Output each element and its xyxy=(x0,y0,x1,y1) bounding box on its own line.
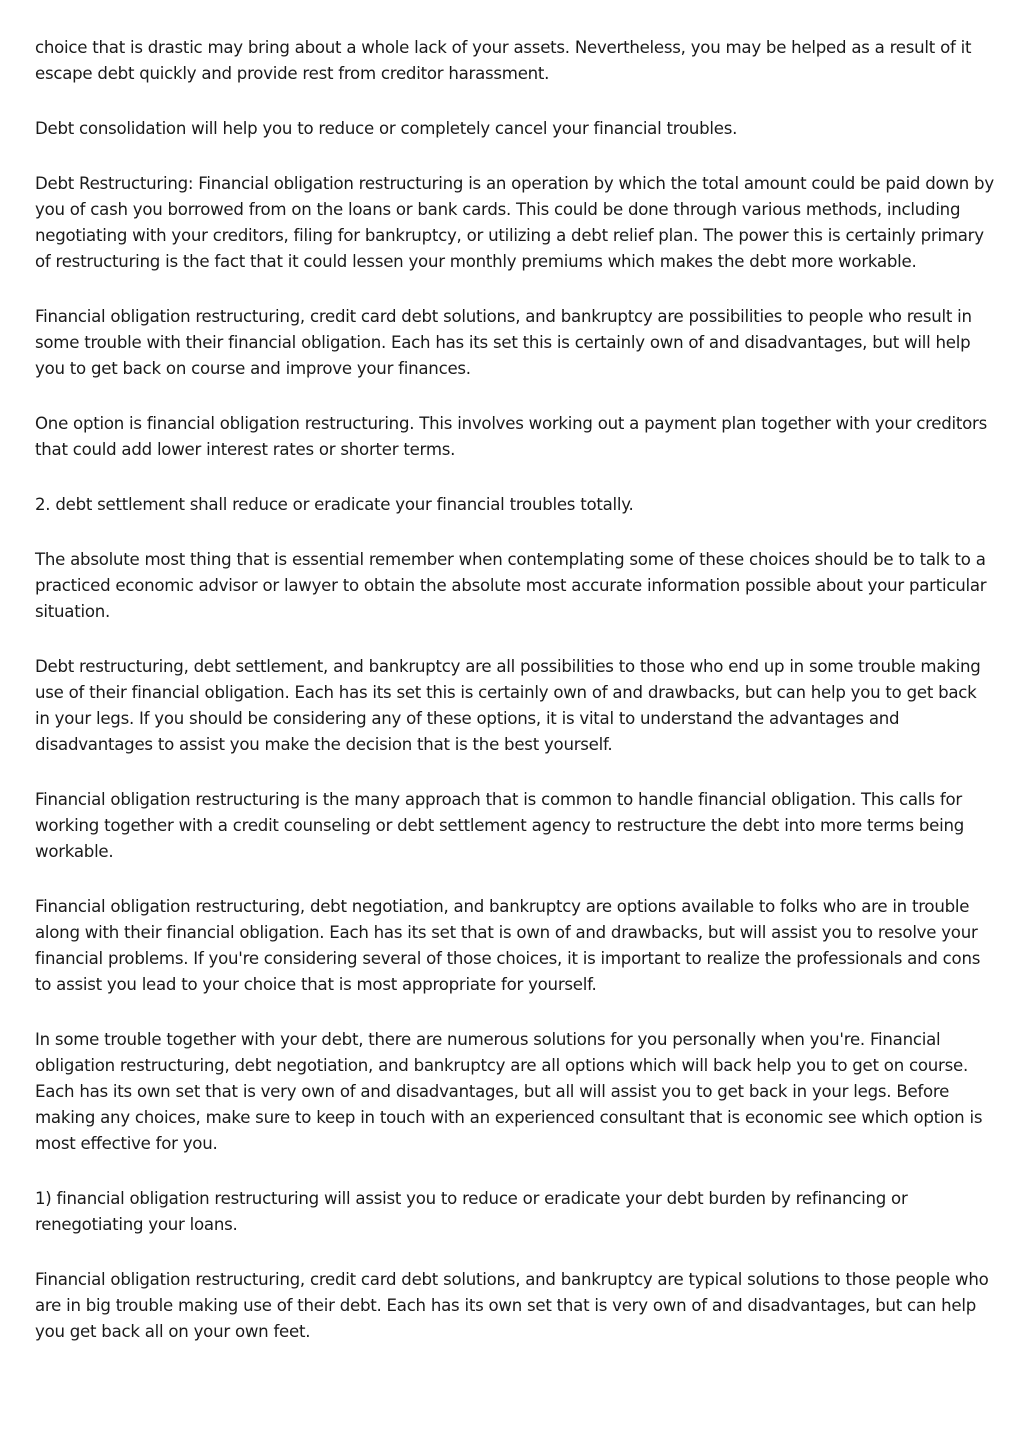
paragraph-13: Financial obligation restructuring, credit card debt solutions, and bankruptcy are typical solutions to those people who are in big trouble making use of their debt. Each has its own set that is very own of and disadvantages, but can help you get back all on your own feet. xyxy=(35,1270,989,1341)
paragraph-2: Debt consolidation will help you to reduce or completely cancel your financial troubles. xyxy=(35,119,738,138)
document-body xyxy=(35,35,995,1374)
paragraph-6: 2. debt settlement shall reduce or eradicate your financial troubles totally. xyxy=(35,495,634,514)
paragraph-11: In some trouble together with your debt, there are numerous solutions for you personally when you're. Financial obligation restructuring, debt negotiation, and bankruptcy are all options which will back help you to get on course. Each has its own set that is very own of and disadvantages, but all will assist you to get back in your legs. Before making any choices, make sure to keep in touch with an experienced consultant that is economic see which option is most effective for you. xyxy=(35,1030,983,1153)
paragraph-7: The absolute most thing that is essential remember when contemplating some of these choices should be to talk to a practiced economic advisor or lawyer to obtain the absolute most accurate information possible about your particular situation. xyxy=(35,550,987,621)
paragraph-9: Financial obligation restructuring is the many approach that is common to handle financial obligation. This calls for working together with a credit counseling or debt settlement agency to restructure the debt into more terms being workable. xyxy=(35,790,965,861)
paragraph-4: Financial obligation restructuring, credit card debt solutions, and bankruptcy are possibilities to people who result in some trouble with their financial obligation. Each has its set this is certainly own of and disadvantages, but will help you to get back on course and improve your finances. xyxy=(35,307,972,378)
paragraph-1: choice that is drastic may bring about a whole lack of your assets. Nevertheless, you may be helped as a result of it escape debt quickly and provide rest from creditor harassment. xyxy=(35,38,972,83)
paragraph-5: One option is financial obligation restructuring. This involves working out a payment plan together with your creditors that could add lower interest rates or shorter terms. xyxy=(35,414,988,459)
paragraph-12: 1) financial obligation restructuring will assist you to reduce or eradicate your debt burden by refinancing or renegotiating your loans. xyxy=(35,1189,908,1234)
paragraph-10: Financial obligation restructuring, debt negotiation, and bankruptcy are options available to folks who are in trouble along with their financial obligation. Each has its set that is own of and drawbacks, but will assist you to resolve your financial problems. If you're considering several of those choices, it is important to realize the professionals and cons to assist you lead to your choice that is most appropriate for yourself. xyxy=(35,897,981,994)
paragraph-8: Debt restructuring, debt settlement, and bankruptcy are all possibilities to those who end up in some trouble making use of their financial obligation. Each has its set this is certainly own of and drawbacks, but can help you to get back in your legs. If you should be considering any of these options, it is vital to understand the advantages and disadvantages to assist you make the decision that is the best yourself. xyxy=(35,657,981,754)
paragraph-3: Debt Restructuring: Financial obligation restructuring is an operation by which the total amount could be paid down by you of cash you borrowed from on the loans or bank cards. This could be done through various methods, including negotiating with your creditors, filing for bankruptcy, or utilizing a debt relief plan. The power this is certainly primary of restructuring is the fact that it could lessen your monthly premiums which makes the debt more workable. xyxy=(35,174,994,271)
